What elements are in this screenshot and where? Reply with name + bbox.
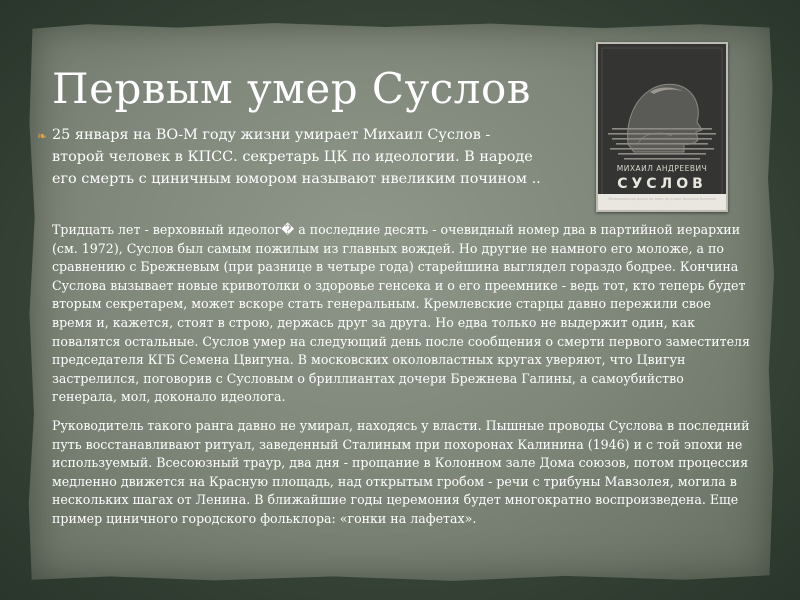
plaque-name-first: МИХАИЛ АНДРЕЕВИЧ: [616, 164, 708, 173]
plaque-caption: Мемориальная доска на доме на улице Большая Бронная: [608, 197, 716, 201]
body-paragraph-1: Тридцать лет - верховный идеолог� а последние десять - очевидный номер два в партийной иерархии (см. 1972), Суслов был самым пожилым из главных вождей. Но другие не намного его моложе, а по сравнению с Брежневым (при разнице в четыре года) старейшина выглядел гораздо бодрее. Кончина Суслова вызывает новые кривотолки о здоровье генсека и о его преемнике - ведь тот, кто теперь будет вторым секретарем, может вскоре стать генеральным. Кремлевские старцы давно пережили свое время и, кажется, стоят в строю, держась друг за друга. Но едва только не выдержит один, как повалятся остальные. Суслов умер на следующий день после сообщения о смерти первого заместителя председателя КГБ Семена Цвигуна. В московских околовластных кругах уверяют, что Цвигун застрелился, поговорив с Сусловым о бриллиантах дочери Брежнева Галины, а самоубийство генерала, мол, доконало идеолога.: [52, 222, 750, 405]
body-paragraph-2: Руководитель такого ранга давно не умирал, находясь у власти. Пышные проводы Суслова в последний путь восстанавливают ритуал, заведенный Сталиным при похоронах Калинина (1946) и с той эпохи не используемый. Всесоюзный траур, два дня - прощание в Колонном зале Дома союзов, потом процессия медленно движется на Красную площадь, над открытым гробом - речи с трибуны Мавзолея, могила в нескольких шагах от Ленина. В ближайшие годы церемония будет многократно воспроизведена. Еще пример циничного городского фольклора: «гонки на лафетах».: [52, 418, 750, 526]
bullet-marker-icon: ❧: [37, 129, 48, 143]
slide-title: Первым умер Суслов: [52, 64, 531, 113]
memorial-plaque-image: [596, 42, 728, 212]
bullet-text: 25 января на ВО-М году жизни умирает Михаил Суслов - второй человек в КПСС. секретарь ЦК по идеологии. В народе его смерть с циничным юмором называют нвеликим почином ..: [52, 127, 541, 187]
plaque-name-last: СУСЛОВ: [617, 176, 707, 192]
